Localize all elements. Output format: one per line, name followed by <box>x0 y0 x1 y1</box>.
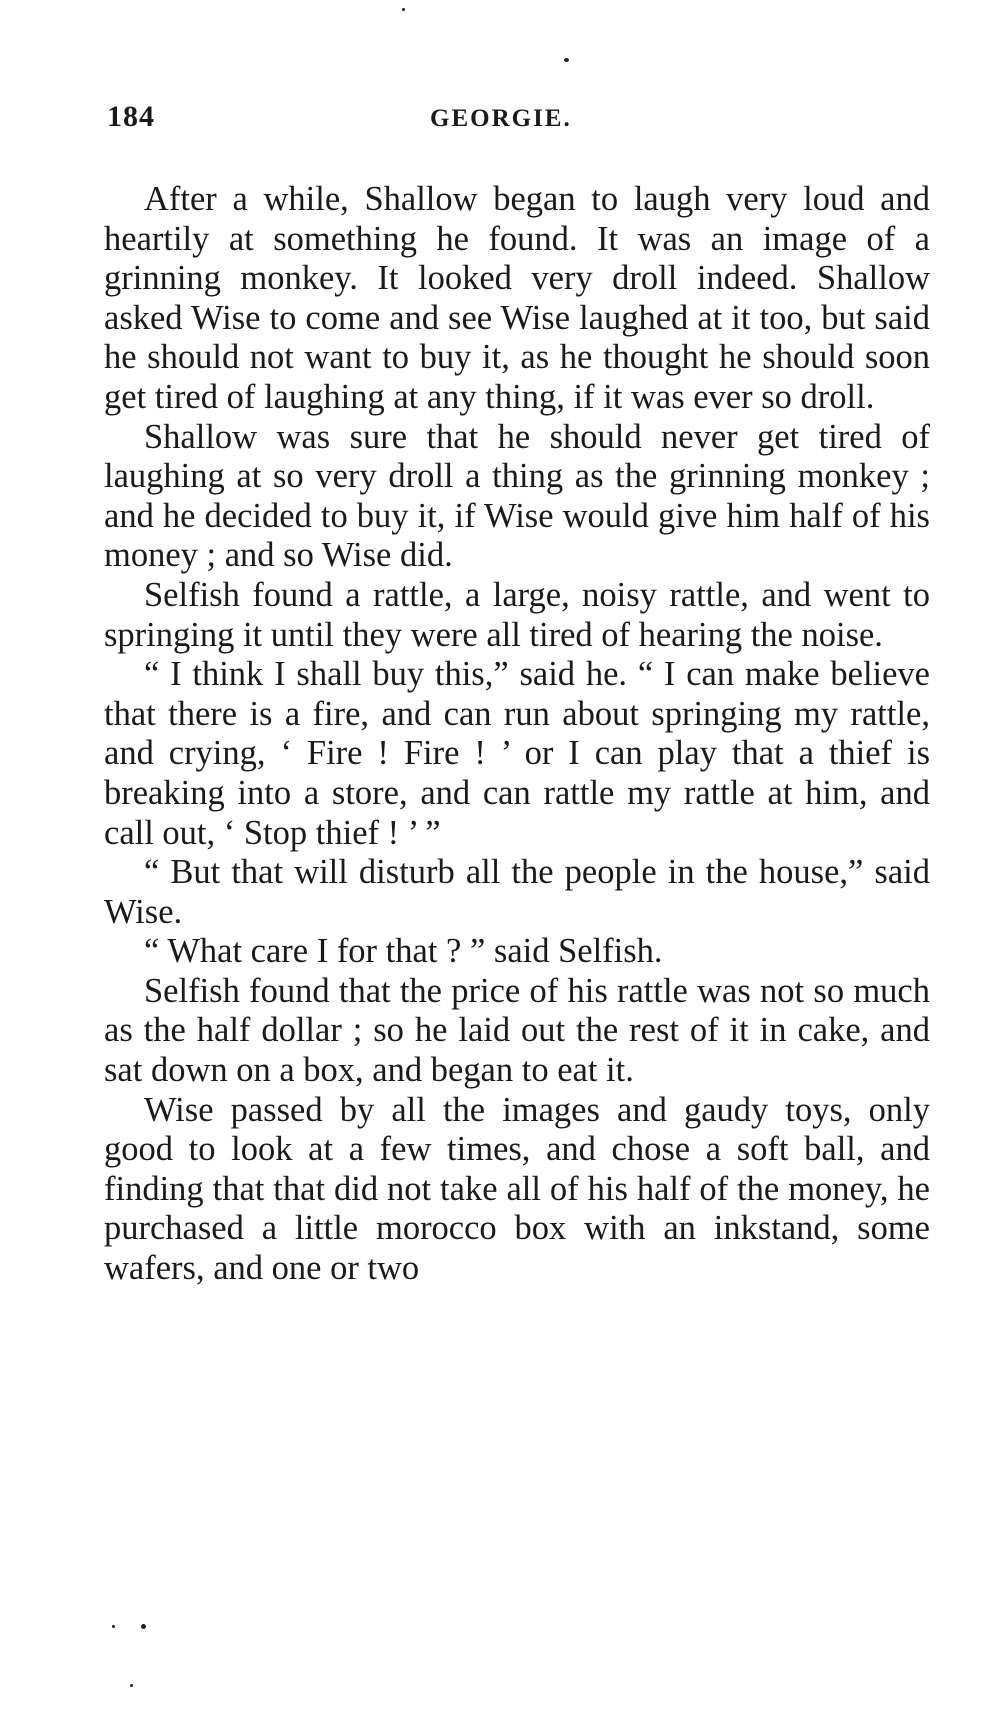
scan-speck <box>130 1684 133 1687</box>
paragraph-1: After a while, Shallow began to laugh very loud and heartily at something he found. It was an image of a grinning monkey. It looked very droll indeed. Shallow asked Wise to come and see Wise laughed at it too, but said he should not want to buy it, as he thought he should soon get tired of laughing at any thing, if it was ever so droll. <box>104 180 930 416</box>
paragraph-7: Selfish found that the price of his rattle was not so much as the half dollar ; so he laid out the rest of it in cake, and sat down on a box, and began to eat it. <box>104 971 930 1090</box>
running-head: GEORGIE. <box>430 105 572 132</box>
scan-speck <box>141 1624 146 1629</box>
scan-speck <box>564 58 569 62</box>
body-text <box>104 180 930 1289</box>
paragraph-2: Shallow was sure that he should never get tired of laughing at so very droll a thing as the grinning monkey ; and he decided to buy it, if Wise would give him half of his money ; and so Wise did. <box>104 417 930 575</box>
paragraph-5: “ But that will disturb all the people in the house,” said Wise. <box>104 853 930 931</box>
scan-speck <box>402 8 405 11</box>
scan-speck <box>112 1625 115 1628</box>
paragraph-8: Wise passed by all the images and gaudy toys, only good to look at a few times, and chose a soft ball, and finding that that did not take all of his half of the money, he purchased a little morocco box with an inkstand, some wafers, and one or two <box>104 1090 930 1288</box>
paragraph-3: Selfish found a rattle, a large, noisy rattle, and went to springing it until they were all tired of hearing the noise. <box>104 575 930 654</box>
page-number: 184 <box>107 100 155 133</box>
paragraph-6: “ What care I for that ? ” said Selfish. <box>144 932 663 971</box>
paragraph-4: “ I think I shall buy this,” said he. “ I can make believe that there is a fire, and can run about springing my rattle, and crying, ‘ Fire ! Fire ! ’ or I can play that a thief is breaking into a store, and can rattle my rattle at him, and call out, ‘ Stop thief ! ’ ” <box>104 655 930 852</box>
page-header <box>107 100 927 140</box>
